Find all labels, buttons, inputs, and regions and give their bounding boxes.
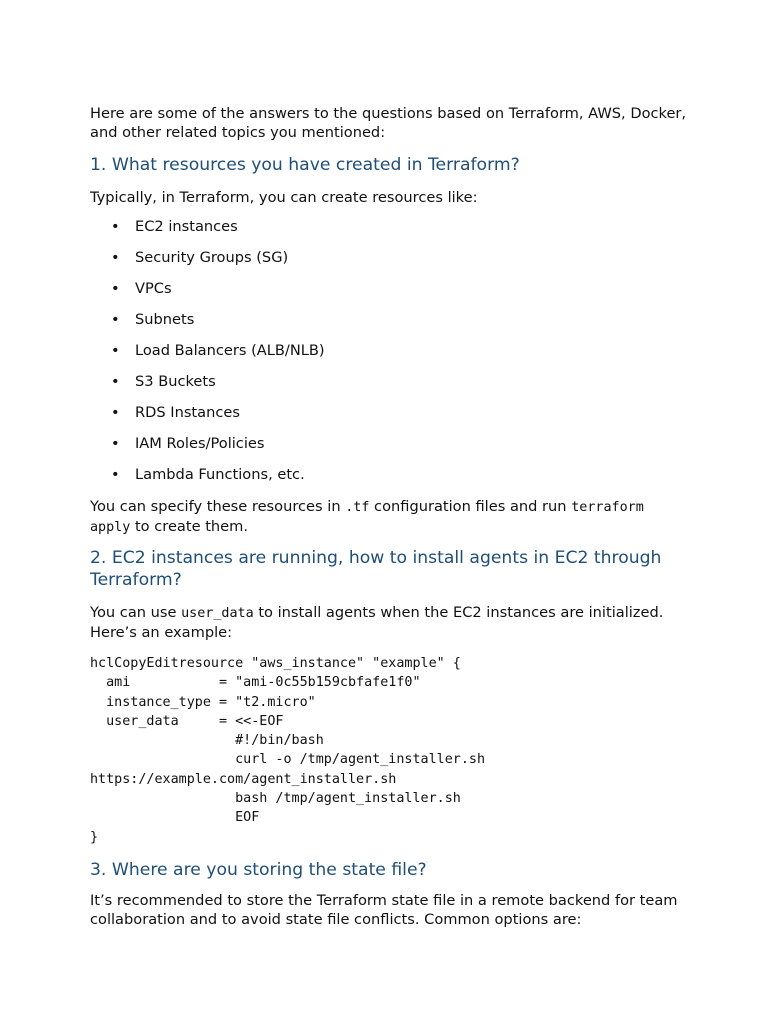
list-item-text: EC2 instances [135, 218, 238, 235]
bullet-icon: • [111, 218, 120, 235]
list-item [90, 217, 690, 236]
list-item-text: Subnets [135, 311, 195, 328]
inline-code-tf: .tf [345, 500, 370, 515]
bullet-icon: • [111, 311, 120, 328]
inline-code-user-data: user_data [181, 606, 254, 621]
section2-lead [90, 603, 690, 642]
code-block: hclCopyEditresource "aws_instance" "example" { ami = "ami-0c55b159cbfafe1f0" instance_type = "t2.micro" user_data = <<-EOF #!/bin/bash curl -o /tmp/agent_installer.sh https://example.com/agent_installer.sh bash /tmp/agent_installer.sh EOF } [90, 656, 486, 845]
bullet-icon: • [111, 249, 120, 266]
inline-code-terraform-apply: terraform apply [90, 500, 644, 535]
section3-lead: It’s recommended to store the Terraform state file in a remote backend for team collaboration and to avoid state file conflicts. Common options are: [90, 891, 678, 928]
list-item [90, 434, 690, 453]
section1-lead: Typically, in Terraform, you can create resources like: [90, 189, 478, 206]
list-item [90, 279, 690, 298]
closing-text-end: to create them. [130, 518, 249, 535]
bullet-icon: • [111, 280, 120, 297]
lead-text-start: You can use [90, 604, 182, 621]
bullet-icon: • [111, 435, 120, 452]
list-item-text: Load Balancers (ALB/NLB) [135, 342, 325, 359]
section2-heading: 2. EC2 instances are running, how to install agents in EC2 through Terraform? [90, 548, 662, 590]
lead-text-end: to install agents when the EC2 instances are initialized. Here’s an example: [90, 604, 664, 641]
list-item-text: S3 Buckets [135, 373, 216, 390]
closing-text-middle: configuration files and run [369, 498, 572, 515]
document-body [90, 104, 690, 929]
list-item [90, 372, 690, 391]
list-item-text: VPCs [135, 280, 172, 297]
section3-heading: 3. Where are you storing the state file? [90, 859, 427, 880]
list-item [90, 341, 690, 360]
list-item-text: Security Groups (SG) [135, 249, 289, 266]
list-item-text: Lambda Functions, etc. [135, 466, 305, 483]
list-item [90, 465, 690, 484]
section1-closing [90, 497, 690, 537]
bullet-icon: • [111, 373, 120, 390]
list-item-text: IAM Roles/Policies [135, 435, 265, 452]
list-item-text: RDS Instances [135, 404, 240, 421]
resource-list [90, 217, 690, 484]
closing-text-start: You can specify these resources in [90, 498, 346, 515]
bullet-icon: • [111, 404, 120, 421]
list-item [90, 403, 690, 422]
intro-paragraph: Here are some of the answers to the questions based on Terraform, AWS, Docker, and other related topics you mentioned: [90, 105, 687, 141]
list-item [90, 310, 690, 329]
bullet-icon: • [111, 466, 120, 483]
list-item [90, 248, 690, 267]
bullet-icon: • [111, 342, 120, 359]
section1-heading: 1. What resources you have created in Terraform? [90, 155, 520, 175]
